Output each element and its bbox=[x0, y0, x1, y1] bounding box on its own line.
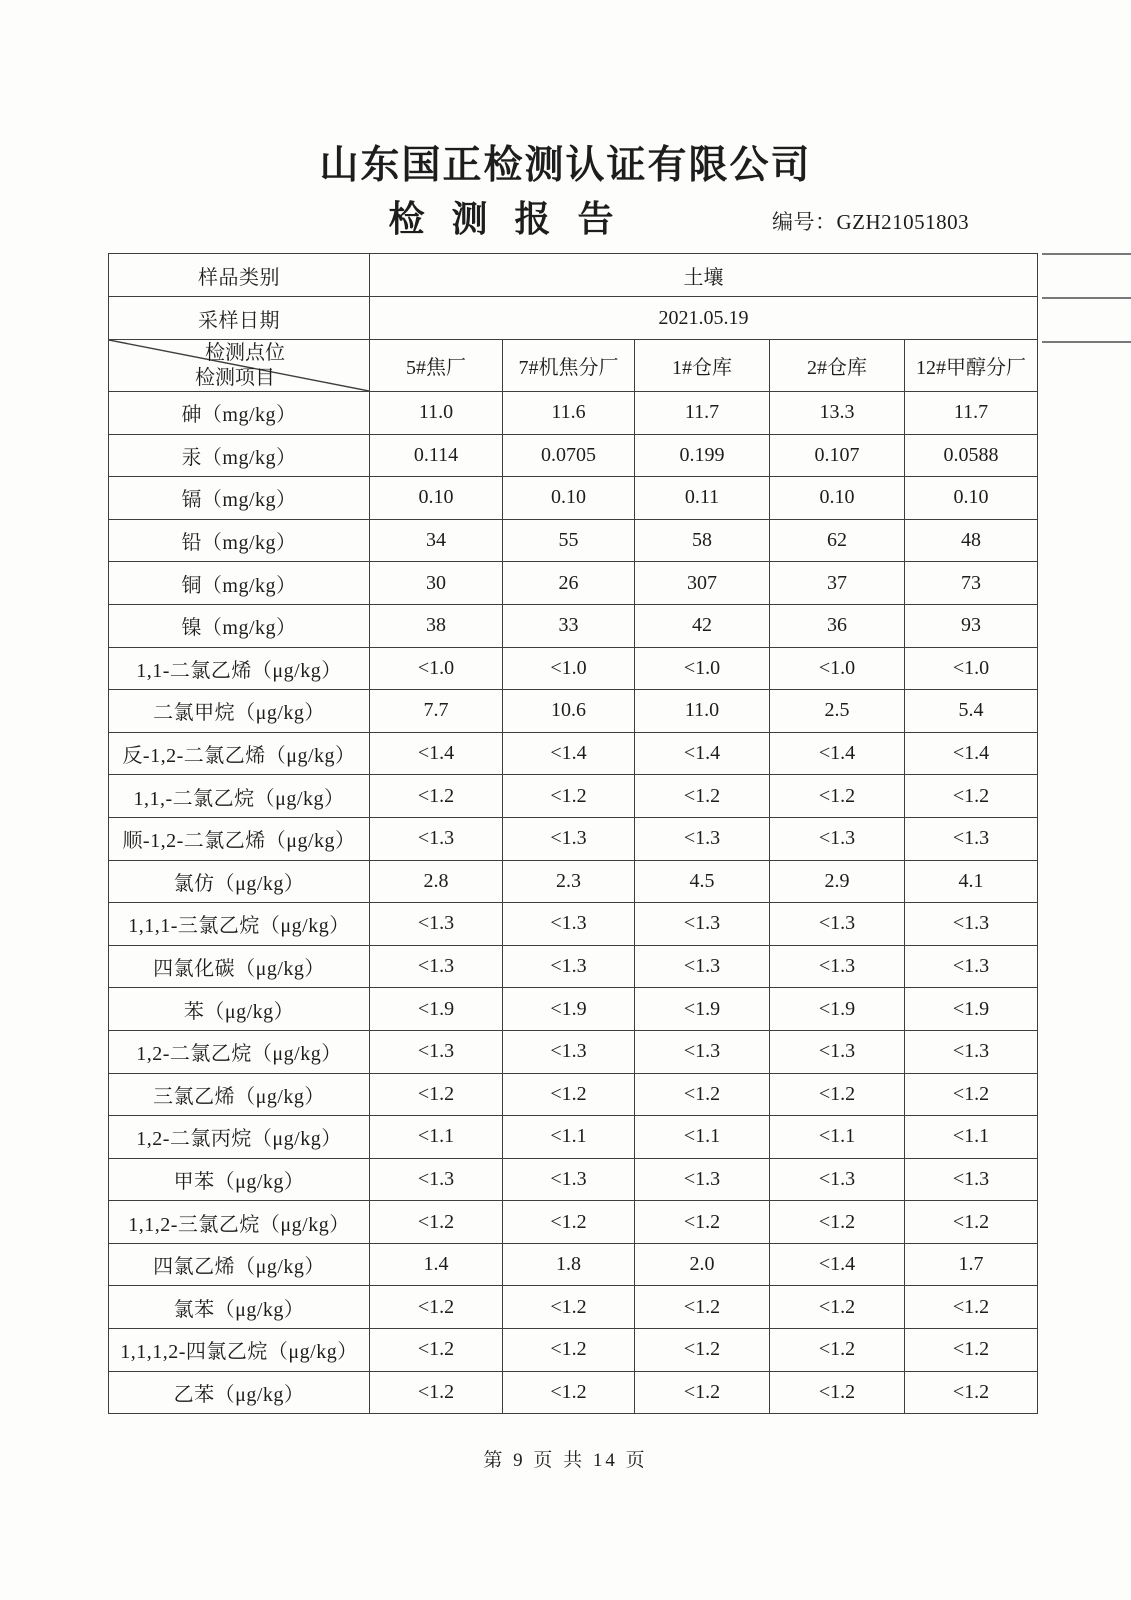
table-row bbox=[109, 775, 1038, 818]
result-value: <1.1 bbox=[370, 1116, 503, 1159]
result-value: <1.4 bbox=[635, 732, 770, 775]
result-value: 1.8 bbox=[503, 1243, 635, 1286]
result-value: <1.2 bbox=[635, 1371, 770, 1414]
result-value: 38 bbox=[370, 604, 503, 647]
test-item-label: 二氯甲烷（μg/kg） bbox=[109, 690, 370, 733]
result-value: <1.3 bbox=[635, 1158, 770, 1201]
result-value: 11.0 bbox=[370, 392, 503, 435]
table-row bbox=[109, 732, 1038, 775]
result-value: 307 bbox=[635, 562, 770, 605]
corner-bottom-label: 检测项目 bbox=[195, 367, 275, 389]
result-value: 30 bbox=[370, 562, 503, 605]
table-row bbox=[109, 1243, 1038, 1286]
result-value: 0.10 bbox=[770, 477, 905, 520]
result-value: 93 bbox=[905, 604, 1038, 647]
test-item-label: 苯（μg/kg） bbox=[109, 988, 370, 1031]
test-item-label: 1,1,2-三氯乙烷（μg/kg） bbox=[109, 1201, 370, 1244]
test-item-label: 1,1-二氯乙烯（μg/kg） bbox=[109, 647, 370, 690]
result-value: <1.3 bbox=[635, 945, 770, 988]
result-value: 11.7 bbox=[635, 392, 770, 435]
result-value: <1.9 bbox=[635, 988, 770, 1031]
result-value: <1.2 bbox=[503, 775, 635, 818]
test-item-label: 1,1,1-三氯乙烷（μg/kg） bbox=[109, 903, 370, 946]
result-value: 11.0 bbox=[635, 690, 770, 733]
results-table bbox=[108, 253, 1038, 1414]
report-number bbox=[772, 206, 969, 236]
result-value: <1.1 bbox=[905, 1116, 1038, 1159]
sample-type-row bbox=[109, 254, 1038, 297]
result-value: <1.2 bbox=[770, 775, 905, 818]
table-row bbox=[109, 945, 1038, 988]
result-value: <1.3 bbox=[770, 817, 905, 860]
result-value: 2.3 bbox=[503, 860, 635, 903]
test-item-label: 反-1,2-二氯乙烯（μg/kg） bbox=[109, 732, 370, 775]
table-row bbox=[109, 519, 1038, 562]
result-value: 42 bbox=[635, 604, 770, 647]
test-item-label: 铜（mg/kg） bbox=[109, 562, 370, 605]
test-item-label: 砷（mg/kg） bbox=[109, 392, 370, 435]
table-row bbox=[109, 690, 1038, 733]
result-value: <1.3 bbox=[503, 1030, 635, 1073]
table-row bbox=[109, 817, 1038, 860]
result-value: 2.5 bbox=[770, 690, 905, 733]
result-value: 33 bbox=[503, 604, 635, 647]
table-row bbox=[109, 1201, 1038, 1244]
result-value: <1.3 bbox=[370, 1158, 503, 1201]
result-value: <1.2 bbox=[370, 1371, 503, 1414]
table-row bbox=[109, 1030, 1038, 1073]
scan-line-artifact bbox=[1042, 253, 1131, 255]
result-value: <1.3 bbox=[503, 817, 635, 860]
result-value: <1.3 bbox=[905, 1030, 1038, 1073]
result-value: <1.3 bbox=[770, 1158, 905, 1201]
result-value: <1.0 bbox=[370, 647, 503, 690]
result-value: <1.0 bbox=[503, 647, 635, 690]
result-value: 0.10 bbox=[503, 477, 635, 520]
result-value: <1.9 bbox=[370, 988, 503, 1031]
test-item-label: 顺-1,2-二氯乙烯（μg/kg） bbox=[109, 817, 370, 860]
result-value: <1.3 bbox=[905, 1158, 1038, 1201]
site-column-header: 2#仓库 bbox=[770, 340, 905, 392]
result-value: 2.9 bbox=[770, 860, 905, 903]
result-value: <1.3 bbox=[370, 945, 503, 988]
table-row bbox=[109, 434, 1038, 477]
result-value: 55 bbox=[503, 519, 635, 562]
result-value: <1.2 bbox=[370, 1201, 503, 1244]
test-item-label: 1,2-二氯丙烷（μg/kg） bbox=[109, 1116, 370, 1159]
result-value: <1.2 bbox=[503, 1286, 635, 1329]
report-title: 检 测 报 告 bbox=[388, 199, 623, 239]
result-value: <1.4 bbox=[770, 1243, 905, 1286]
result-value: <1.2 bbox=[770, 1371, 905, 1414]
table-row bbox=[109, 647, 1038, 690]
result-value: 11.7 bbox=[905, 392, 1038, 435]
page-footer: 第 9 页 共 14 页 bbox=[483, 1450, 648, 1471]
result-value: 0.11 bbox=[635, 477, 770, 520]
result-value: <1.2 bbox=[770, 1201, 905, 1244]
result-value: <1.3 bbox=[635, 1030, 770, 1073]
result-value: <1.2 bbox=[370, 1329, 503, 1372]
site-column-header: 5#焦厂 bbox=[370, 340, 503, 392]
result-value: <1.2 bbox=[770, 1286, 905, 1329]
result-value: 48 bbox=[905, 519, 1038, 562]
result-value: <1.2 bbox=[635, 1329, 770, 1372]
result-value: <1.1 bbox=[635, 1116, 770, 1159]
result-value: 0.10 bbox=[370, 477, 503, 520]
result-value: <1.2 bbox=[905, 1286, 1038, 1329]
result-value: 10.6 bbox=[503, 690, 635, 733]
column-header-row bbox=[109, 340, 1038, 392]
scan-line-artifact bbox=[1042, 297, 1131, 299]
result-value: <1.4 bbox=[905, 732, 1038, 775]
sample-date-label: 采样日期 bbox=[109, 297, 370, 340]
result-value: <1.3 bbox=[770, 903, 905, 946]
company-title: 山东国正检测认证有限公司 bbox=[319, 144, 812, 187]
test-item-label: 1,2-二氯乙烷（μg/kg） bbox=[109, 1030, 370, 1073]
result-value: <1.4 bbox=[503, 732, 635, 775]
result-value: 73 bbox=[905, 562, 1038, 605]
result-value: 58 bbox=[635, 519, 770, 562]
result-value: 26 bbox=[503, 562, 635, 605]
site-column-header: 1#仓库 bbox=[635, 340, 770, 392]
result-value: <1.3 bbox=[503, 1158, 635, 1201]
report-number-value: GZH21051803 bbox=[836, 210, 970, 234]
site-column-header: 12#甲醇分厂 bbox=[905, 340, 1038, 392]
result-value: 0.199 bbox=[635, 434, 770, 477]
result-value: <1.2 bbox=[370, 1073, 503, 1116]
result-value: 1.7 bbox=[905, 1243, 1038, 1286]
table-row bbox=[109, 562, 1038, 605]
result-value: <1.9 bbox=[503, 988, 635, 1031]
result-value: <1.2 bbox=[635, 1073, 770, 1116]
result-value: <1.2 bbox=[770, 1329, 905, 1372]
test-item-label: 汞（mg/kg） bbox=[109, 434, 370, 477]
result-value: <1.4 bbox=[370, 732, 503, 775]
result-value: <1.0 bbox=[770, 647, 905, 690]
result-value: 11.6 bbox=[503, 392, 635, 435]
test-item-label: 1,1,1,2-四氯乙烷（μg/kg） bbox=[109, 1329, 370, 1372]
report-number-label: 编号： bbox=[772, 210, 837, 234]
result-value: <1.2 bbox=[503, 1073, 635, 1116]
sample-date-row bbox=[109, 297, 1038, 340]
result-value: <1.2 bbox=[370, 1286, 503, 1329]
result-value: <1.2 bbox=[905, 1073, 1038, 1116]
test-item-label: 铅（mg/kg） bbox=[109, 519, 370, 562]
scan-line-artifact bbox=[1042, 341, 1131, 343]
result-value: <1.1 bbox=[770, 1116, 905, 1159]
result-value: 7.7 bbox=[370, 690, 503, 733]
result-value: <1.9 bbox=[770, 988, 905, 1031]
table-row bbox=[109, 1286, 1038, 1329]
result-value: <1.2 bbox=[503, 1371, 635, 1414]
sample-type-value: 土壤 bbox=[370, 254, 1038, 297]
result-value: 0.10 bbox=[905, 477, 1038, 520]
table-row bbox=[109, 392, 1038, 435]
result-value: <1.3 bbox=[635, 903, 770, 946]
result-value: 2.0 bbox=[635, 1243, 770, 1286]
table-row bbox=[109, 1158, 1038, 1201]
corner-cell bbox=[109, 340, 370, 392]
table-row bbox=[109, 1116, 1038, 1159]
result-value: <1.3 bbox=[905, 817, 1038, 860]
result-value: <1.0 bbox=[635, 647, 770, 690]
test-item-label: 四氯乙烯（μg/kg） bbox=[109, 1243, 370, 1286]
result-value: 37 bbox=[770, 562, 905, 605]
result-value: 0.0588 bbox=[905, 434, 1038, 477]
test-item-label: 甲苯（μg/kg） bbox=[109, 1158, 370, 1201]
result-value: <1.3 bbox=[370, 1030, 503, 1073]
test-item-label: 氯仿（μg/kg） bbox=[109, 860, 370, 903]
result-value: 36 bbox=[770, 604, 905, 647]
result-value: <1.3 bbox=[370, 817, 503, 860]
result-value: <1.3 bbox=[503, 903, 635, 946]
result-value: <1.2 bbox=[905, 1329, 1038, 1372]
table-row bbox=[109, 903, 1038, 946]
result-value: <1.3 bbox=[370, 903, 503, 946]
result-value: 0.0705 bbox=[503, 434, 635, 477]
result-value: <1.2 bbox=[905, 1371, 1038, 1414]
result-value: <1.2 bbox=[503, 1201, 635, 1244]
result-value: <1.0 bbox=[905, 647, 1038, 690]
result-value: 0.107 bbox=[770, 434, 905, 477]
corner-top-label: 检测点位 bbox=[205, 342, 285, 364]
test-item-label: 镍（mg/kg） bbox=[109, 604, 370, 647]
table-row bbox=[109, 860, 1038, 903]
result-value: <1.2 bbox=[503, 1329, 635, 1372]
result-value: <1.3 bbox=[635, 817, 770, 860]
sample-date-value: 2021.05.19 bbox=[370, 297, 1038, 340]
result-value: <1.2 bbox=[635, 775, 770, 818]
result-value: <1.2 bbox=[905, 775, 1038, 818]
test-item-label: 乙苯（μg/kg） bbox=[109, 1371, 370, 1414]
result-value: <1.2 bbox=[635, 1201, 770, 1244]
test-item-label: 1,1,-二氯乙烷（μg/kg） bbox=[109, 775, 370, 818]
table-row bbox=[109, 1371, 1038, 1414]
result-value: 4.5 bbox=[635, 860, 770, 903]
result-value: <1.2 bbox=[370, 775, 503, 818]
result-value: <1.1 bbox=[503, 1116, 635, 1159]
result-value: <1.3 bbox=[905, 945, 1038, 988]
result-value: <1.3 bbox=[770, 945, 905, 988]
result-value: 5.4 bbox=[905, 690, 1038, 733]
test-item-label: 氯苯（μg/kg） bbox=[109, 1286, 370, 1329]
table-row bbox=[109, 1073, 1038, 1116]
result-value: <1.9 bbox=[905, 988, 1038, 1031]
result-value: <1.3 bbox=[503, 945, 635, 988]
result-value: <1.4 bbox=[770, 732, 905, 775]
result-value: <1.2 bbox=[905, 1201, 1038, 1244]
site-column-header: 7#机焦分厂 bbox=[503, 340, 635, 392]
result-value: 13.3 bbox=[770, 392, 905, 435]
table-row bbox=[109, 604, 1038, 647]
result-value: 2.8 bbox=[370, 860, 503, 903]
result-value: 1.4 bbox=[370, 1243, 503, 1286]
result-value: 34 bbox=[370, 519, 503, 562]
test-item-label: 镉（mg/kg） bbox=[109, 477, 370, 520]
result-value: 62 bbox=[770, 519, 905, 562]
table-row bbox=[109, 1329, 1038, 1372]
result-value: 4.1 bbox=[905, 860, 1038, 903]
sample-type-label: 样品类别 bbox=[109, 254, 370, 297]
result-value: <1.2 bbox=[635, 1286, 770, 1329]
result-value: <1.3 bbox=[770, 1030, 905, 1073]
test-item-label: 四氯化碳（μg/kg） bbox=[109, 945, 370, 988]
result-value: <1.2 bbox=[770, 1073, 905, 1116]
table-row bbox=[109, 477, 1038, 520]
test-item-label: 三氯乙烯（μg/kg） bbox=[109, 1073, 370, 1116]
result-value: <1.3 bbox=[905, 903, 1038, 946]
table-row bbox=[109, 988, 1038, 1031]
result-value: 0.114 bbox=[370, 434, 503, 477]
